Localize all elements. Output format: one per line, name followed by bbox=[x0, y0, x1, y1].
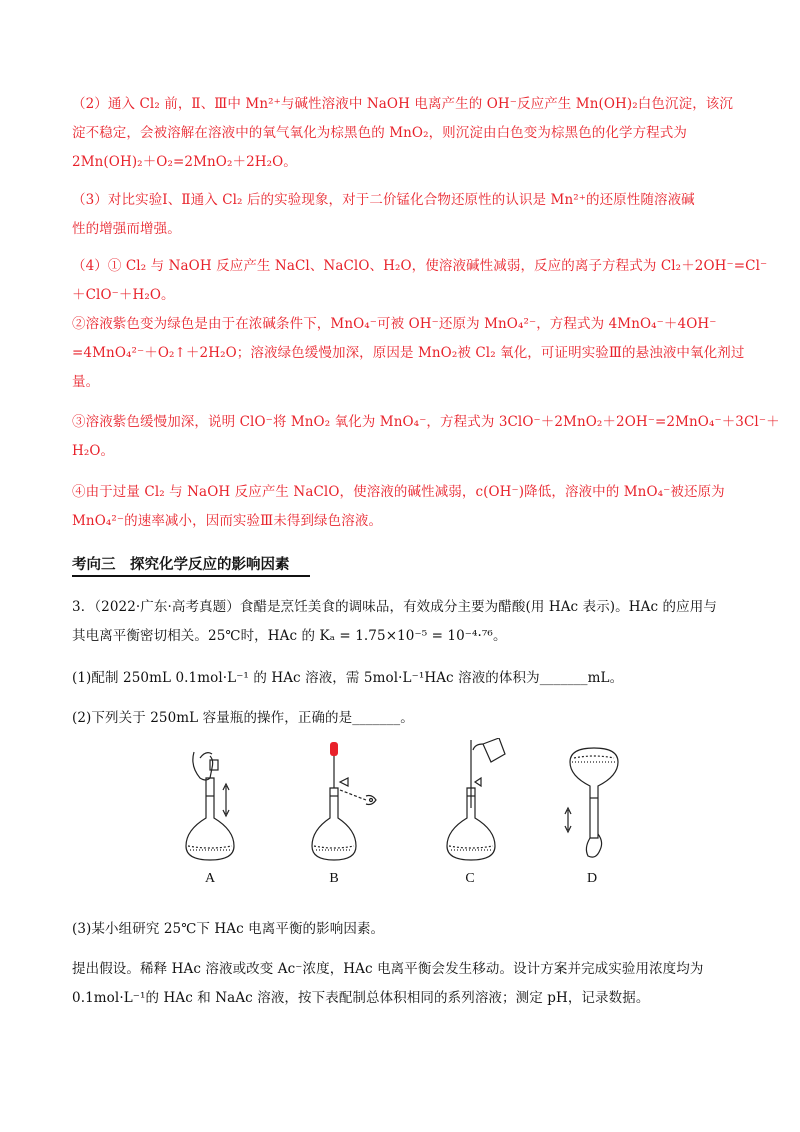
option-label-c: C bbox=[465, 871, 475, 886]
text-line: ③溶液紫色缓慢加深，说明 ClO⁻将 MnO₂ 氧化为 MnO₄⁻，方程式为 3ClO⁻＋2MnO₂＋2OH⁻=2MnO₄⁻＋3Cl⁻＋ bbox=[72, 414, 780, 430]
answer-part-4-4 bbox=[72, 478, 732, 536]
answer-part-2 bbox=[72, 90, 732, 177]
text-line: 提出假设。稀释 HAc 溶液或改变 Ac⁻浓度，HAc 电离平衡会发生移动。设计方案并完成实验用浓度均为 bbox=[72, 961, 704, 977]
text-line: 性的增强而增强。 bbox=[72, 221, 181, 237]
flask-figure bbox=[150, 738, 650, 898]
flask-b-illustration bbox=[310, 738, 400, 868]
heading-underline bbox=[72, 575, 310, 577]
question-part-1 bbox=[72, 664, 732, 693]
flask-d-illustration bbox=[560, 738, 630, 868]
text-line: MnO₄²⁻的速率减小，因而实验Ⅲ未得到绿色溶液。 bbox=[72, 513, 383, 529]
flask-c-illustration bbox=[445, 738, 525, 868]
text-line: 3．（2022·广东·高考真题）食醋是烹饪美食的调味品，有效成分主要为醋酸(用 HAc 表示)。HAc 的应用与 bbox=[72, 599, 717, 615]
text-line: =4MnO₄²⁻＋O₂↑＋2H₂O；溶液绿色缓慢加深，原因是 MnO₂被 Cl₂ 氧化，可证明实验Ⅲ的悬浊液中氧化剂过 bbox=[72, 345, 745, 361]
text-line: 0.1mol·L⁻¹的 HAc 和 NaAc 溶液，按下表配制总体积相同的系列溶液；测定 pH，记录数据。 bbox=[72, 990, 650, 1006]
text-line: 其电离平衡密切相关。25℃时，HAc 的 Kₐ = 1.75×10⁻⁵ = 10⁻⁴·⁷⁶。 bbox=[72, 628, 507, 644]
text-line: 2Mn(OH)₂＋O₂=2MnO₂＋2H₂O。 bbox=[72, 154, 297, 170]
question-part-2 bbox=[72, 704, 732, 733]
text-line: H₂O。 bbox=[72, 443, 115, 459]
text-line: ④由于过量 Cl₂ 与 NaOH 反应产生 NaClO，使溶液的碱性减弱，c(OH⁻)降低，溶液中的 MnO₄⁻被还原为 bbox=[72, 484, 725, 500]
option-label-a: A bbox=[204, 871, 216, 886]
question-intro bbox=[72, 593, 732, 651]
dropper-bulb-icon bbox=[330, 742, 338, 756]
flask-a-illustration bbox=[180, 738, 240, 868]
text-line: (3)某小组研究 25℃下 HAc 电离平衡的影响因素。 bbox=[72, 921, 385, 937]
hypothesis-paragraph bbox=[72, 955, 732, 1013]
answer-part-3 bbox=[72, 186, 732, 244]
answer-part-4-1 bbox=[72, 252, 768, 310]
text-line: ＋ClO⁻＋H₂O。 bbox=[72, 287, 175, 303]
answer-part-4-2 bbox=[72, 310, 745, 397]
text-line: （2）通入 Cl₂ 前，Ⅱ、Ⅲ中 Mn²⁺与碱性溶液中 NaOH 电离产生的 OH⁻反应产生 Mn(OH)₂白色沉淀，该沉 bbox=[72, 96, 734, 112]
question-part-3 bbox=[72, 915, 732, 944]
text-line: （4）① Cl₂ 与 NaOH 反应产生 NaCl、NaClO、H₂O，使溶液碱性减弱，反应的离子方程式为 Cl₂＋2OH⁻=Cl⁻ bbox=[72, 258, 768, 274]
text-line: (2)下列关于 250mL 容量瓶的操作，正确的是_______。 bbox=[72, 710, 414, 726]
option-label-b: B bbox=[329, 871, 339, 886]
text-line: ②溶液紫色变为绿色是由于在浓碱条件下，MnO₄⁻可被 OH⁻还原为 MnO₄²⁻，方程式为 4MnO₄⁻＋4OH⁻ bbox=[72, 316, 717, 332]
text-line: 量。 bbox=[72, 374, 100, 390]
option-label-d: D bbox=[586, 871, 598, 886]
section-heading: 考向三 探究化学反应的影响因素 bbox=[72, 557, 290, 573]
answer-part-4-3 bbox=[72, 408, 780, 466]
text-line: (1)配制 250mL 0.1mol·L⁻¹ 的 HAc 溶液，需 5mol·L⁻¹HAc 溶液的体积为_______mL。 bbox=[72, 670, 624, 686]
text-line: （3）对比实验Ⅰ、Ⅱ通入 Cl₂ 后的实验现象，对于二价锰化合物还原性的认识是 Mn²⁺的还原性随溶液碱 bbox=[72, 192, 695, 208]
text-line: 淀不稳定，会被溶解在溶液中的氧气氧化为棕黑色的 MnO₂，则沉淀由白色变为棕黑色的化学方程式为 bbox=[72, 125, 687, 141]
